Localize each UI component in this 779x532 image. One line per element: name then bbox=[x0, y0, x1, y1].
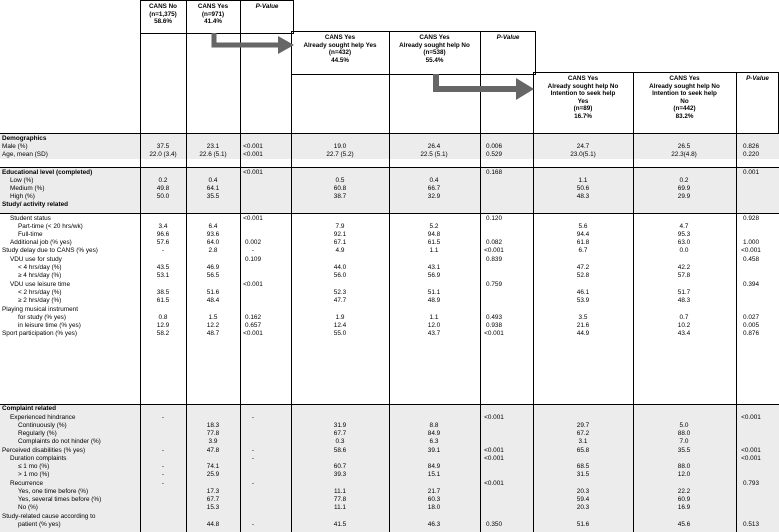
table-cell: <0.001 bbox=[484, 447, 504, 454]
table-cell: 38.7 bbox=[333, 193, 347, 200]
table-cell: 1.1 bbox=[429, 314, 439, 321]
row-label: Male (%) bbox=[2, 143, 28, 150]
table-cell: <0.001 bbox=[243, 143, 263, 150]
table-cell: 0.005 bbox=[743, 322, 759, 329]
table-cell: 26.5 bbox=[677, 143, 691, 150]
table-cell: <0.001 bbox=[484, 455, 504, 462]
table-cell: 0.002 bbox=[245, 239, 261, 246]
table-cell: 22.3(4.8) bbox=[671, 151, 697, 158]
table-cell: 0.001 bbox=[743, 169, 759, 176]
row-label: Study-related cause according to bbox=[2, 513, 96, 520]
header-pvalue-3: P-Value bbox=[746, 75, 769, 82]
table-cell: 5.2 bbox=[429, 223, 439, 230]
table-cell: 88.0 bbox=[677, 463, 691, 470]
table-cell: 66.7 bbox=[427, 185, 441, 192]
table-cell: <0.001 bbox=[484, 330, 504, 337]
table-cell: 18.0 bbox=[427, 504, 441, 511]
row-label: Study delay due to CANS (% yes) bbox=[2, 247, 98, 254]
table-cell: 0.162 bbox=[245, 314, 261, 321]
header-cans-no: CANS No (n=1,375) 58.6% bbox=[149, 3, 177, 26]
table-cell: 3.4 bbox=[158, 223, 168, 230]
table-cell: 48.4 bbox=[206, 297, 220, 304]
table-cell: 4.9 bbox=[335, 247, 345, 254]
table-cell: 12.4 bbox=[333, 322, 347, 329]
table-cell: 64.0 bbox=[206, 239, 220, 246]
table-cell: 51.1 bbox=[427, 289, 441, 296]
table-cell: 84.9 bbox=[427, 463, 441, 470]
table-cell: 0.109 bbox=[245, 256, 261, 263]
row-label: Yes, several times before (%) bbox=[18, 496, 102, 503]
table-cell: 12.9 bbox=[156, 322, 170, 329]
table-cell: 55.0 bbox=[333, 330, 347, 337]
table-cell: 0.168 bbox=[486, 169, 502, 176]
table-cell: 51.6 bbox=[576, 521, 590, 528]
table-cell: 94.4 bbox=[576, 231, 590, 238]
table-cell: 0.513 bbox=[743, 521, 759, 528]
table-cell: 57.8 bbox=[677, 272, 691, 279]
table-cell: 44.9 bbox=[576, 330, 590, 337]
table-cell: 12.2 bbox=[206, 322, 220, 329]
row-label: High (%) bbox=[10, 193, 35, 200]
header-intent-yes: CANS Yes Already sought help No Intention to seek help Yes (n=89) 16.7% bbox=[547, 75, 619, 120]
table-cell: 20.3 bbox=[576, 504, 590, 511]
table-cell: 0.928 bbox=[743, 215, 759, 222]
table-cell: 16.9 bbox=[677, 504, 691, 511]
row-label: Sport participation (% yes) bbox=[2, 330, 77, 337]
table-cell: - bbox=[161, 447, 165, 454]
table-cell: 6.4 bbox=[208, 223, 218, 230]
table-cell: 0.4 bbox=[208, 177, 218, 184]
table-cell: - bbox=[161, 480, 165, 487]
table-cell: 0.5 bbox=[335, 177, 345, 184]
table-cell: 48.7 bbox=[206, 330, 220, 337]
row-label: Educational level (completed) bbox=[2, 169, 93, 176]
table-cell: 19.0 bbox=[333, 143, 347, 150]
header-sought-no: CANS Yes Already sought help No (n=538) 55.4% bbox=[399, 34, 470, 64]
table-cell: 21.7 bbox=[427, 488, 441, 495]
table-cell: 22.5 (5.1) bbox=[420, 151, 448, 158]
table-cell: 60.7 bbox=[333, 463, 347, 470]
table-cell: 44.8 bbox=[206, 521, 220, 528]
table-cell: 0.493 bbox=[486, 314, 502, 321]
table-cell: 67.1 bbox=[333, 239, 347, 246]
table-cell: - bbox=[251, 447, 255, 454]
table-cell: 0.938 bbox=[486, 322, 502, 329]
row-label: Continuously (%) bbox=[18, 422, 67, 429]
table-cell: 22.6 (5.1) bbox=[199, 151, 227, 158]
table-cell: 46.1 bbox=[576, 289, 590, 296]
row-label: Complaints do not hinder (%) bbox=[18, 438, 101, 445]
table-cell: 11.1 bbox=[334, 488, 346, 495]
table-cell: 58.2 bbox=[156, 330, 170, 337]
table-cell: 38.5 bbox=[156, 289, 170, 296]
table-cell: 4.7 bbox=[679, 223, 689, 230]
row-label: Regularly (%) bbox=[18, 430, 57, 437]
table-cell: - bbox=[161, 414, 165, 421]
table-cell: 12.0 bbox=[427, 322, 441, 329]
table-cell: - bbox=[251, 480, 255, 487]
table-cell: 45.6 bbox=[677, 521, 691, 528]
table-cell: 93.6 bbox=[206, 231, 220, 238]
table-cell: 56.9 bbox=[427, 272, 441, 279]
table-cell: 35.5 bbox=[677, 447, 691, 454]
table-cell: - bbox=[161, 247, 165, 254]
table-cell: 77.8 bbox=[206, 430, 220, 437]
table-cell: 48.3 bbox=[677, 297, 691, 304]
table-cell: 0.082 bbox=[486, 239, 502, 246]
table-cell: 15.3 bbox=[206, 504, 220, 511]
row-label: Student status bbox=[10, 215, 51, 222]
table-cell: 48.3 bbox=[576, 193, 590, 200]
table-cell: 29.9 bbox=[677, 193, 691, 200]
table-cell: 29.7 bbox=[576, 422, 590, 429]
table-cell: <0.001 bbox=[243, 281, 263, 288]
table-cell: <0.001 bbox=[741, 247, 761, 254]
table-cell: 18.3 bbox=[206, 422, 220, 429]
table-cell: 64.1 bbox=[206, 185, 220, 192]
table-cell: 57.6 bbox=[156, 239, 170, 246]
table-cell: 59.4 bbox=[576, 496, 590, 503]
table-cell: 26.4 bbox=[427, 143, 441, 150]
table-cell: 0.826 bbox=[743, 143, 759, 150]
table-cell: 77.8 bbox=[333, 496, 347, 503]
table-cell: 44.0 bbox=[333, 264, 347, 271]
table-cell: 11.1 bbox=[334, 504, 346, 511]
table-cell: 10.2 bbox=[677, 322, 691, 329]
arrow-icon-2 bbox=[430, 74, 536, 100]
table-cell: 51.6 bbox=[206, 289, 220, 296]
table-cell: 0.839 bbox=[486, 256, 502, 263]
table-cell: 1.5 bbox=[208, 314, 218, 321]
table-cell: 61.5 bbox=[427, 239, 441, 246]
table-cell: 67.2 bbox=[576, 430, 590, 437]
header-cans-yes: CANS Yes (n=971) 41.4% bbox=[197, 3, 229, 26]
table-cell: 0.4 bbox=[429, 177, 439, 184]
row-label: Full-time bbox=[18, 231, 43, 238]
table-cell: 61.8 bbox=[576, 239, 590, 246]
table-cell: 47.7 bbox=[333, 297, 347, 304]
table-cell: 5.0 bbox=[679, 422, 689, 429]
table-cell: <0.001 bbox=[243, 151, 263, 158]
table-cell: 69.9 bbox=[677, 185, 691, 192]
row-label: in leisure time (% yes) bbox=[18, 322, 81, 329]
row-label: for study (% yes) bbox=[18, 314, 66, 321]
row-label: Duration complaints bbox=[10, 455, 67, 462]
table-cell: 58.6 bbox=[333, 447, 347, 454]
table-cell: 17.3 bbox=[206, 488, 220, 495]
table-cell: 3.5 bbox=[578, 314, 588, 321]
row-label: Perceived disabilities (% yes) bbox=[2, 447, 86, 454]
table-cell: 0.458 bbox=[743, 256, 759, 263]
table-cell: 46.9 bbox=[206, 264, 220, 271]
table-cell: 84.9 bbox=[427, 430, 441, 437]
table-cell: 23.1 bbox=[206, 143, 220, 150]
table-cell: 43.4 bbox=[677, 330, 691, 337]
table-cell: 22.2 bbox=[677, 488, 691, 495]
table-cell: 46.3 bbox=[427, 521, 441, 528]
table-cell: 94.8 bbox=[427, 231, 441, 238]
table-cell: <0.001 bbox=[243, 215, 263, 222]
table-cell: 6.3 bbox=[429, 438, 439, 445]
table-cell: 32.9 bbox=[427, 193, 441, 200]
table-cell: 51.7 bbox=[677, 289, 691, 296]
table-cell: 0.350 bbox=[486, 521, 502, 528]
table-cell: 95.3 bbox=[677, 231, 691, 238]
table-cell: 50.6 bbox=[576, 185, 590, 192]
table-cell: 25.9 bbox=[206, 471, 220, 478]
table-cell: 0.3 bbox=[335, 438, 345, 445]
table-cell: 52.3 bbox=[333, 289, 347, 296]
table-cell: 60.8 bbox=[333, 185, 347, 192]
row-label: VDU use leisure time bbox=[10, 281, 71, 288]
table-cell: 0.394 bbox=[743, 281, 759, 288]
table-cell: 35.5 bbox=[206, 193, 220, 200]
row-label: Playing musical instrument bbox=[2, 306, 79, 313]
table-cell: 31.9 bbox=[333, 422, 347, 429]
table-cell: 1.000 bbox=[743, 239, 759, 246]
table-cell: 43.7 bbox=[427, 330, 441, 337]
table-cell: 37.5 bbox=[156, 143, 170, 150]
table-cell: <0.001 bbox=[741, 455, 761, 462]
table-cell: - bbox=[161, 471, 165, 478]
table-cell: 0.0 bbox=[679, 247, 689, 254]
table-cell: 43.1 bbox=[427, 264, 441, 271]
row-label: Medium (%) bbox=[10, 185, 45, 192]
header-sought-yes: CANS Yes Already sought help Yes (n=432) 44.5% bbox=[303, 34, 377, 64]
table-cell: 39.1 bbox=[427, 447, 441, 454]
header-intent-no: CANS Yes Already sought help No Intention to seek help No (n=442) 83.2% bbox=[649, 75, 720, 120]
row-label: Study/ activity related bbox=[2, 201, 69, 208]
row-label: Demographics bbox=[2, 135, 47, 142]
table-cell: 92.1 bbox=[333, 231, 347, 238]
table-cell: <0.001 bbox=[484, 414, 504, 421]
table-cell: - bbox=[161, 463, 165, 470]
table-cell: 22.7 (5.2) bbox=[326, 151, 354, 158]
table-cell: 48.9 bbox=[427, 297, 441, 304]
table-cell: 39.3 bbox=[333, 471, 347, 478]
table-cell: <0.001 bbox=[741, 447, 761, 454]
table-cell: 0.7 bbox=[679, 314, 689, 321]
table-cell: 0.2 bbox=[679, 177, 689, 184]
table-cell: 67.7 bbox=[206, 496, 220, 503]
table-cell: 22.0 (3.4) bbox=[149, 151, 177, 158]
table-cell: 6.7 bbox=[578, 247, 588, 254]
row-label: patient (% yes) bbox=[18, 521, 61, 528]
table-cell: 74.1 bbox=[206, 463, 220, 470]
table-cell: 1.9 bbox=[335, 314, 345, 321]
table-cell: 0.2 bbox=[158, 177, 168, 184]
table-cell: - bbox=[251, 455, 255, 462]
table-cell: 0.529 bbox=[486, 151, 502, 158]
row-label: > 1 mo (%) bbox=[18, 471, 50, 478]
table-cell: 0.8 bbox=[158, 314, 168, 321]
table-cell: 21.6 bbox=[576, 322, 590, 329]
row-label: ≥ 4 hrs/day (%) bbox=[18, 272, 62, 279]
table-cell: 60.3 bbox=[427, 496, 441, 503]
table-cell: - bbox=[251, 521, 255, 528]
table-cell: 23.0(5.1) bbox=[570, 151, 596, 158]
row-label: Complaint related bbox=[2, 405, 56, 412]
table-cell: 3.9 bbox=[208, 438, 218, 445]
table-cell: 3.1 bbox=[578, 438, 588, 445]
table-cell: 2.8 bbox=[208, 247, 218, 254]
table-cell: 96.6 bbox=[156, 231, 170, 238]
row-label: < 2 hrs/day (%) bbox=[18, 289, 62, 296]
table-cell: 0.027 bbox=[743, 314, 759, 321]
table-cell: <0.001 bbox=[484, 247, 504, 254]
table-cell: 12.0 bbox=[677, 471, 691, 478]
table-cell: 15.1 bbox=[427, 471, 441, 478]
table-cell: <0.001 bbox=[243, 330, 263, 337]
table-cell: 60.9 bbox=[677, 496, 691, 503]
table-cell: 0.793 bbox=[743, 480, 759, 487]
table-cell: 53.1 bbox=[156, 272, 170, 279]
table-cell: 1.1 bbox=[578, 177, 588, 184]
table-cell: 41.5 bbox=[333, 521, 347, 528]
table-cell: <0.001 bbox=[243, 169, 263, 176]
table-cell: 8.8 bbox=[429, 422, 439, 429]
row-label: Yes, one time before (%) bbox=[18, 488, 89, 495]
table-cell: 5.6 bbox=[578, 223, 588, 230]
table-cell: 47.8 bbox=[206, 447, 220, 454]
table-cell: 0.120 bbox=[486, 215, 502, 222]
table-cell: - bbox=[251, 414, 255, 421]
table-cell: 0.759 bbox=[486, 281, 502, 288]
table-cell: 88.0 bbox=[677, 430, 691, 437]
row-label: ≥ 2 hrs/day (%) bbox=[18, 297, 62, 304]
table-cell: 53.9 bbox=[576, 297, 590, 304]
row-label: VDU use for study bbox=[10, 256, 62, 263]
row-label: Low (%) bbox=[10, 177, 34, 184]
table-cell: 65.8 bbox=[576, 447, 590, 454]
table-cell: 50.0 bbox=[156, 193, 170, 200]
table-cell: 67.7 bbox=[333, 430, 347, 437]
table-cell: 0.657 bbox=[245, 322, 261, 329]
row-label: No (%) bbox=[18, 504, 38, 511]
row-label: Part-time (< 20 hrs/wk) bbox=[18, 223, 83, 230]
table-cell: 49.8 bbox=[156, 185, 170, 192]
table-cell: 1.1 bbox=[429, 247, 439, 254]
table-cell: 0.220 bbox=[743, 151, 759, 158]
table-cell: 31.5 bbox=[576, 471, 590, 478]
table-cell: 56.5 bbox=[206, 272, 220, 279]
header-pvalue-2: P-Value bbox=[496, 34, 520, 41]
table-cell: 7.0 bbox=[679, 438, 689, 445]
table-cell: 56.0 bbox=[333, 272, 347, 279]
table-cell: - bbox=[251, 247, 255, 254]
table-cell: 43.5 bbox=[156, 264, 170, 271]
row-label: Additional job (% yes) bbox=[10, 239, 72, 246]
table-cell: 0.006 bbox=[486, 143, 502, 150]
row-label: Experienced hindrance bbox=[10, 414, 76, 421]
table-cell: 42.2 bbox=[677, 264, 691, 271]
table-cell: 0.876 bbox=[743, 330, 759, 337]
table-cell: <0.001 bbox=[484, 480, 504, 487]
table-cell: 20.3 bbox=[576, 488, 590, 495]
header-pvalue-1: P-Value bbox=[255, 3, 279, 10]
table-cell: 63.0 bbox=[677, 239, 691, 246]
table-cell: 24.7 bbox=[576, 143, 590, 150]
row-label: ≤ 1 mo (%) bbox=[18, 463, 50, 470]
table-cell: <0.001 bbox=[741, 414, 761, 421]
row-label: < 4 hrs/day (%) bbox=[18, 264, 62, 271]
arrow-icon-1 bbox=[210, 33, 295, 55]
table-cell: 61.5 bbox=[156, 297, 170, 304]
table-cell: 68.5 bbox=[576, 463, 590, 470]
table-cell: 52.8 bbox=[576, 272, 590, 279]
table-cell: 47.2 bbox=[576, 264, 590, 271]
row-label: Recurrence bbox=[10, 480, 44, 487]
row-label: Age, mean (SD) bbox=[2, 151, 48, 158]
table-cell: 7.9 bbox=[335, 223, 345, 230]
